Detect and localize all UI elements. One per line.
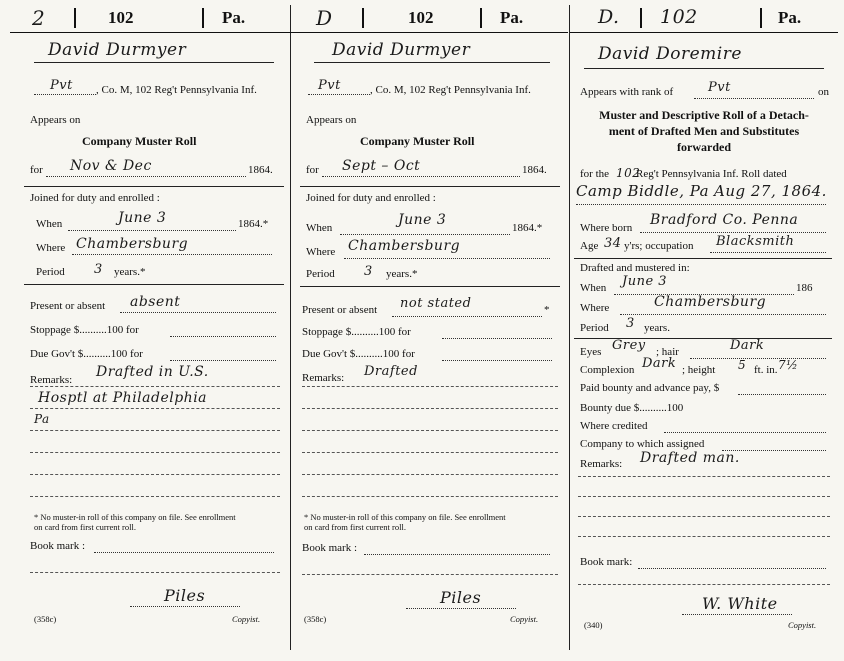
due-line: Due Gov't $..........100 for [30,348,143,360]
on-label: on [818,86,829,98]
remarks-rule [30,386,280,387]
occupation-line [710,252,826,253]
section-rule [574,258,832,259]
company-line: , Co. M, 102 Reg't Pennsylvania Inf. [370,84,531,96]
age-label: Age [580,240,599,252]
name-line [34,62,274,63]
remarks-line-3: Pa [34,412,50,426]
remarks-line-1: Drafted man. [640,450,740,466]
remarks-line-1: Drafted [364,364,418,379]
bookmark-line [364,554,550,555]
regiment-number-handwritten: 102 [660,6,698,28]
for-value: Nov & Dec [70,158,152,174]
born-value: Bradford Co. Penna [650,212,799,228]
remarks-rule [578,536,830,537]
remarks-label: Remarks: [302,372,345,384]
period-unit: years.* [386,268,418,280]
present-value: not stated [400,296,472,311]
copyist-label: Copyist. [232,614,261,624]
rank-line [34,94,96,95]
bookmark-label: Book mark : [30,540,85,552]
header-divider [74,8,76,28]
complexion-label: Complexion [580,364,635,376]
joined-label: Joined for duty and enrolled : [306,192,436,204]
when-year: 1864.* [512,222,543,234]
copyist-signature: Piles [440,588,482,607]
copyist-signature: W. White [702,594,778,613]
where-label: Where [36,242,66,254]
bookmark-line [94,552,274,553]
roll-title: Company Muster Roll [82,134,197,148]
stoppage-line: Stoppage $..........100 for [302,326,411,338]
soldier-name: David Durmyer [48,40,187,60]
where-line [72,254,272,255]
state-abbr: Pa. [222,8,246,27]
period-label: Period [580,322,609,334]
remarks-label: Remarks: [30,374,73,386]
height-feet: 5 [738,358,747,372]
period-value: 3 [626,316,635,331]
present-label: Present or absent [30,300,106,312]
header-divider [202,8,204,28]
occupation-label: y'rs; occupation [624,240,694,252]
remarks-rule [302,496,558,497]
header-divider [640,8,642,28]
eyes-label: Eyes [580,346,602,358]
remarks-rule [30,496,280,497]
footnote-2: on card from first current roll. [304,522,406,532]
remarks-rule [30,408,280,409]
form-code: (340) [584,620,603,630]
card-header [290,6,568,33]
bookmark-line [638,568,826,569]
credited-line [664,432,826,433]
copyist-label: Copyist. [510,614,539,624]
height-label: ; height [682,364,716,376]
rank-value: Pvt [318,78,341,93]
due-fill [170,360,276,361]
signature-line [130,606,240,607]
where-label: Where [580,302,610,314]
footnote-1: * No muster-in roll of this company on file. See enrollment [304,512,506,522]
present-value: absent [130,294,181,310]
period-unit: years.* [114,266,146,278]
for-line [46,176,246,177]
copyist-signature: Piles [164,586,206,605]
roll-title-1: Muster and Descriptive Roll of a Detach- [599,108,809,122]
height-inches: 7½ [778,358,799,372]
where-value: Chambersburg [76,236,189,252]
when-line [68,230,236,231]
for-label: for [306,164,319,176]
remarks-line-2: Hosptl at Philadelphia [38,390,208,406]
where-value: Chambersburg [348,238,461,254]
for-label: for [30,164,43,176]
bookmark-label: Book mark : [302,542,357,554]
when-value: June 3 [398,212,447,228]
footnote-1: * No muster-in roll of this company on file. See enrollment [34,512,236,522]
bookmark-rule [302,574,558,575]
rank-value: Pvt [50,78,73,93]
stoppage-line: Stoppage $..........100 for [30,324,139,336]
hair-line [690,358,826,359]
period-value: 3 [364,264,373,279]
remarks-rule [578,476,830,477]
due-fill [442,360,552,361]
when-label: When [36,218,63,230]
muster-card-2 [290,0,568,655]
remarks-rule [30,452,280,453]
period-label: Period [36,266,65,278]
section-rule [300,286,560,287]
bounty-due-label: Bounty due $..........100 [580,402,684,414]
remarks-rule [578,516,830,517]
soldier-name: David Durmyer [332,40,471,60]
regiment-value: 102 [616,166,641,180]
rank-value: Pvt [708,80,731,95]
stoppage-fill [170,336,276,337]
where-line [620,314,826,315]
stoppage-fill [442,338,552,339]
for-value: Sept – Oct [342,158,421,174]
complexion-value: Dark [642,356,677,371]
state-abbr: Pa. [778,8,802,27]
signature-line [406,608,516,609]
roll-title-2: ment of Drafted Men and Substitutes [608,124,800,138]
card-corner-mark: D. [598,6,620,28]
header-divider [480,8,482,28]
remarks-rule [30,430,280,431]
section-rule [24,186,284,187]
remarks-line-1: Drafted in U.S. [96,364,209,380]
year: 1864. [248,164,273,176]
soldier-name: David Doremire [598,44,742,64]
period-label: Period [306,268,335,280]
period-value: 3 [94,262,103,277]
signature-line [682,614,792,615]
remarks-label: Remarks: [580,458,623,470]
roll-date-line [576,204,826,205]
born-label: Where born [580,222,633,234]
rank-line [308,94,370,95]
appears-on-label: Appears on [30,114,81,126]
drafted-label: Drafted and mustered in: [580,262,690,274]
regiment-number: 102 [108,8,134,27]
when-label: When [306,222,333,234]
state-abbr: Pa. [500,8,524,27]
card-corner-mark: D [316,6,333,30]
where-line [344,258,550,259]
present-line [392,316,542,317]
roll-title: Company Muster Roll [360,134,475,148]
name-line [314,62,550,63]
when-year: 1864.* [238,218,269,230]
form-code: (358c) [34,614,57,624]
header-divider [760,8,762,28]
when-year: 186 [796,282,813,294]
for-the-label: for the [580,168,610,180]
present-label: Present or absent [302,304,378,316]
regiment-line: Reg't Pennsylvania Inf. Roll dated [636,168,787,180]
hair-value: Dark [730,338,765,353]
bounty-paid-label: Paid bounty and advance pay, $ [580,382,720,394]
appears-on-label: Appears on [306,114,357,126]
where-value: Chambersburg [654,294,767,310]
card-header [10,6,292,33]
section-rule [24,284,284,285]
appears-rank-label: Appears with rank of [580,86,674,98]
joined-label: Joined for duty and enrolled : [30,192,160,204]
card-header [570,6,838,33]
when-label: When [580,282,607,294]
footnote-2: on card from first current roll. [34,522,136,532]
remarks-rule [578,496,830,497]
present-asterisk: * [544,304,550,316]
muster-card-1 [10,0,292,655]
name-line [584,68,824,69]
copyist-label: Copyist. [788,620,817,630]
age-value: 34 [604,236,622,251]
occupation-value: Blacksmith [716,234,795,249]
rank-line [694,98,814,99]
height-unit: ft. in. [754,364,778,376]
hair-label: ; hair [656,346,679,358]
bounty-paid-line [738,394,826,395]
credited-label: Where credited [580,420,648,432]
header-divider [362,8,364,28]
card-corner-mark: 2 [32,6,46,30]
bookmark-label: Book mark: [580,556,633,568]
bookmark-rule [30,572,280,573]
bookmark-rule [578,584,830,585]
where-label: Where [306,246,336,258]
regiment-number: 102 [408,8,434,27]
when-value: June 3 [622,274,668,289]
roll-title-3: forwarded [677,140,731,154]
for-line [322,176,520,177]
roll-date: Aug 27, 1864. [714,182,827,200]
remarks-rule [302,408,558,409]
remarks-rule [302,474,558,475]
remarks-rule [302,386,558,387]
remarks-rule [302,430,558,431]
year: 1864. [522,164,547,176]
remarks-rule [30,474,280,475]
company-line: , Co. M, 102 Reg't Pennsylvania Inf. [96,84,257,96]
company-assigned-label: Company to which assigned [580,438,705,450]
present-line [120,312,276,313]
form-code: (358c) [304,614,327,624]
roll-place: Camp Biddle, Pa [576,182,710,200]
eyes-value: Grey [612,338,646,353]
due-line: Due Gov't $..........100 for [302,348,415,360]
remarks-rule [302,452,558,453]
descriptive-roll-card [570,0,838,655]
when-value: June 3 [118,210,167,226]
when-line [340,234,510,235]
period-unit: years. [644,322,670,334]
born-line [640,232,826,233]
section-rule [300,186,560,187]
